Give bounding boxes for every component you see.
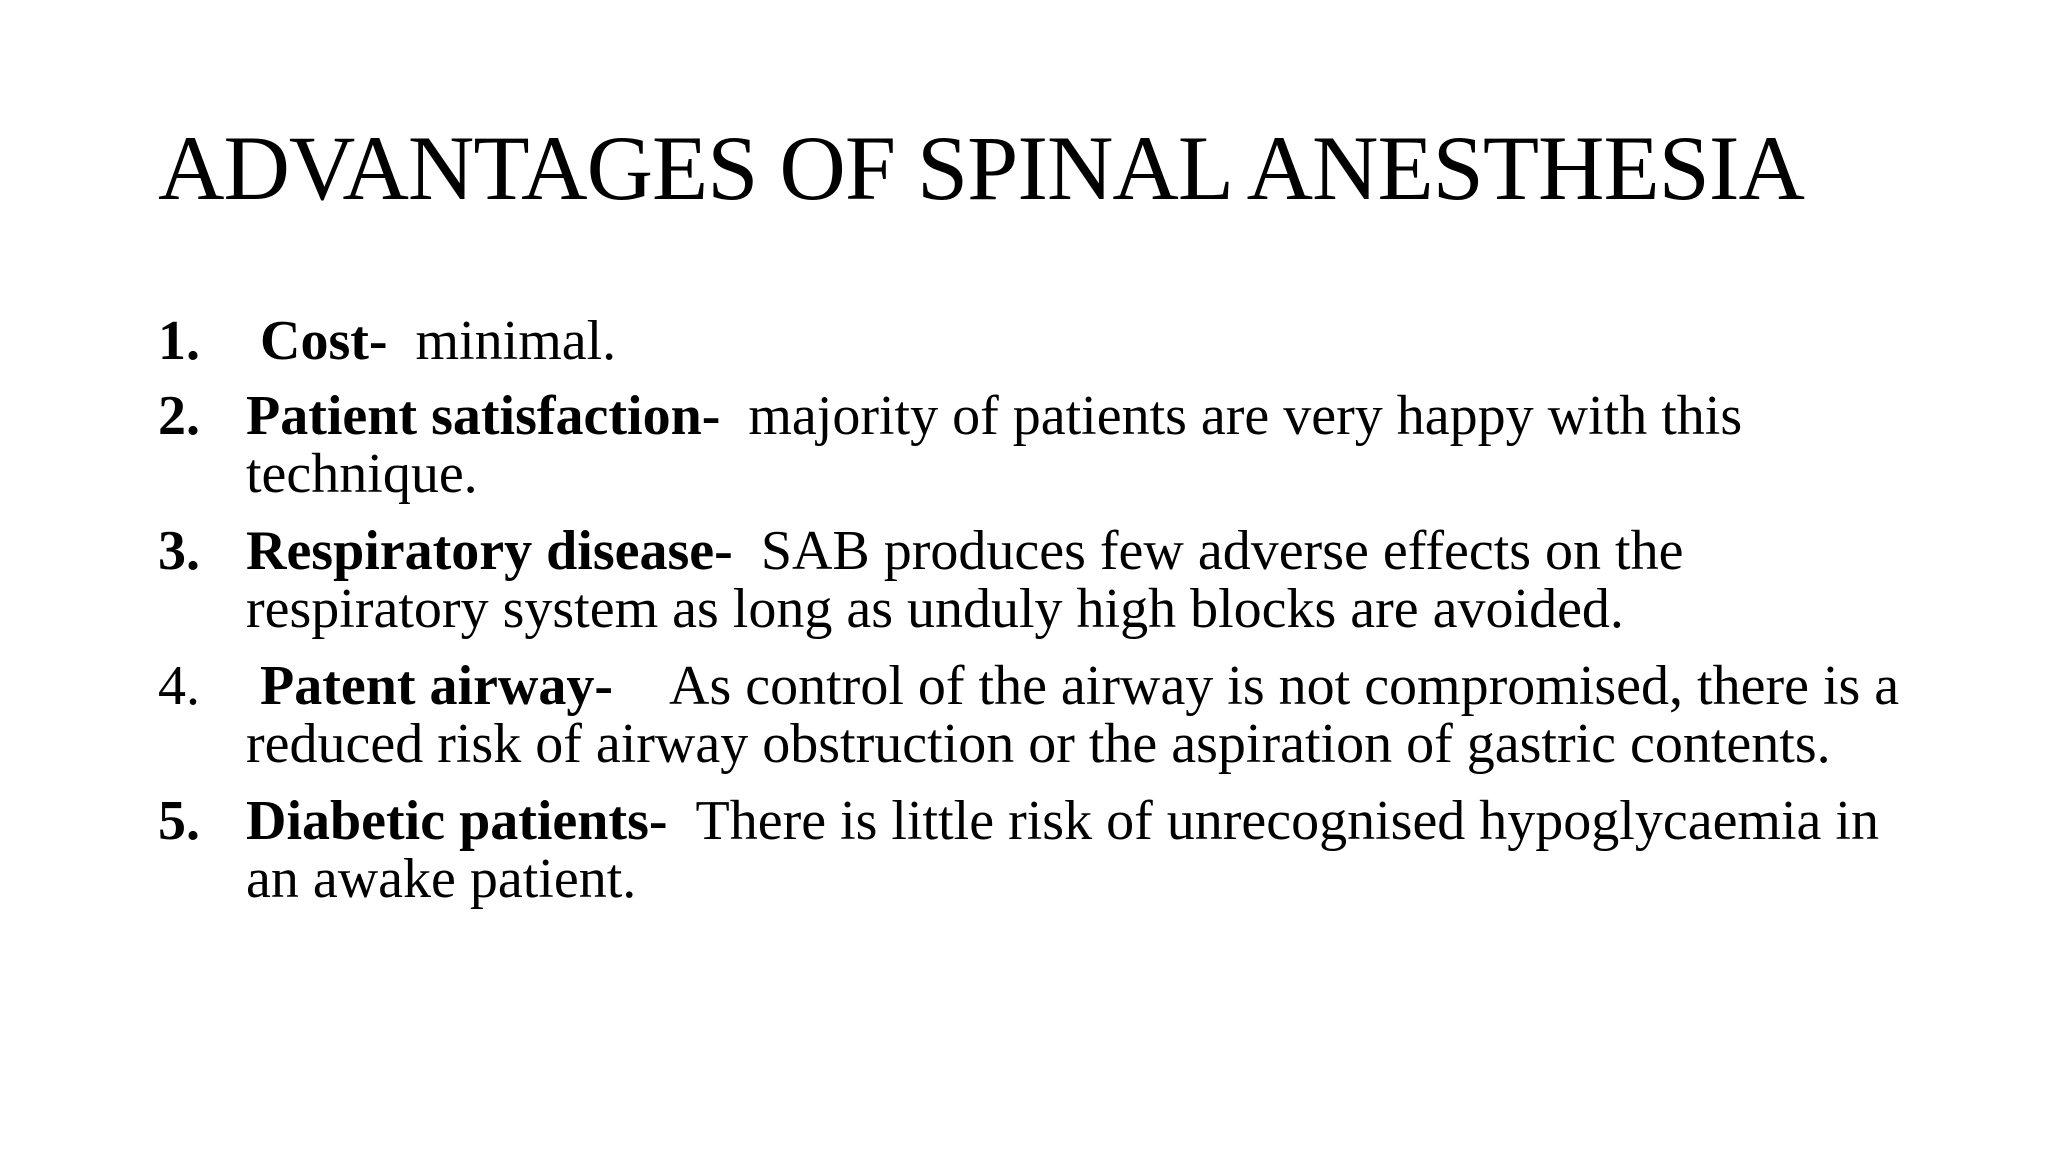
item-term: Respiratory disease- [246,520,733,582]
list-item [158,522,1918,638]
item-term: Patent airway- [260,655,614,717]
list-item [158,657,1918,773]
item-text: majority of patients are very happy with this technique. [246,385,1743,505]
list-item [158,387,1918,503]
item-text: As control of the airway is not compromised, there is a reduced risk of airway obstruction or the aspiration of gastric contents. [246,655,1900,775]
item-term: Cost- [260,310,388,372]
item-number: 4. [158,655,200,717]
list-item [158,792,1918,908]
slide-title: ADVANTAGES OF SPINAL ANESTHESIA [158,117,1804,219]
item-text: minimal. [415,310,617,372]
item-number: 2. [158,385,200,447]
list-item [158,312,1918,370]
item-number: 5. [158,790,200,852]
item-term: Diabetic patients- [246,790,668,852]
item-text: SAB produces few adverse effects on the respiratory system as long as unduly high blocks are avoided. [246,520,1684,640]
item-text: There is little risk of unrecognised hypoglycaemia in an awake patient. [246,790,1879,910]
item-term: Patient satisfaction- [246,385,721,447]
item-number: 1. [158,310,200,372]
advantages-list [158,312,1918,908]
item-number: 3. [158,520,200,582]
